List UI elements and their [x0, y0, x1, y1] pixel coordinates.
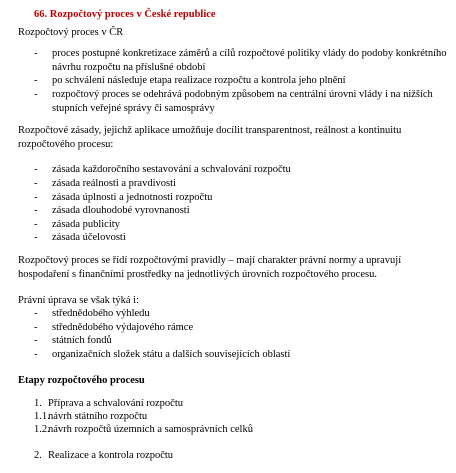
- stage-number: 2.: [34, 450, 42, 461]
- list-item-text: střednědobého výdajového rámce: [52, 322, 194, 333]
- list-item-text: střednědobého výhledu: [52, 308, 150, 319]
- principles-paragraph: Rozpočtové zásady, jejichž aplikace umožňuje docílit transparentnost, reálnost a kontinuitu rozpočtového procesu:: [18, 125, 402, 150]
- list-item-text: zásada účelovosti: [52, 232, 126, 243]
- list-item-text: zásada každoročního sestavování a schvalování rozpočtu: [52, 164, 291, 175]
- dash-bullet: -: [34, 89, 38, 100]
- stage-number: 1.2.: [34, 424, 50, 435]
- stage-label: Příprava a schvalování rozpočtu: [48, 398, 183, 409]
- list-item-text: zásada publicity: [52, 219, 120, 230]
- list-item-text: rozpočtový proces se odehrává podobným způsobem na centrální úrovni vlády i na nižších stupních veřejné správy či samosprávy: [52, 89, 433, 114]
- dash-bullet: -: [34, 219, 38, 230]
- stage-number: 1.: [34, 398, 42, 409]
- list-item-text: zásada úplnosti a jednotnosti rozpočtu: [52, 192, 213, 203]
- legal-paragraph: Právní úprava se však týká i:: [18, 295, 140, 306]
- dash-bullet: -: [34, 232, 38, 243]
- dash-bullet: -: [34, 335, 38, 346]
- list-item-text: po schválení následuje etapa realizace rozpočtu a kontrola jeho plnění: [52, 75, 346, 86]
- list-item-text: organizačních složek státu a dalších souvisejících oblastí: [52, 349, 291, 360]
- intro-line: Rozpočtový proces v ČR: [18, 27, 124, 38]
- dash-bullet: -: [34, 75, 38, 86]
- dash-bullet: -: [34, 205, 38, 216]
- list-item-text: zásada reálnosti a pravdivosti: [52, 178, 176, 189]
- stage-label: Realizace a kontrola rozpočtu: [48, 450, 174, 461]
- stages-heading: Etapy rozpočtového procesu: [18, 375, 145, 386]
- list-item-text: proces postupné konkretizace záměrů a cílů rozpočtové politiky vlády do podoby konkrétního návrhu rozpočtu na příslušné období: [52, 48, 447, 73]
- stage-label: návrh rozpočtů územních a samosprávních celků: [48, 424, 253, 435]
- dash-bullet: -: [34, 192, 38, 203]
- rules-paragraph: Rozpočtový proces se řídí rozpočtovými pravidly – mají charakter právní normy a upravují hospodaření s finančními prostředky na jednotlivých úrovních rozpočtového procesu.: [18, 255, 402, 280]
- dash-bullet: -: [34, 322, 38, 333]
- stage-number: 1.1.: [34, 411, 50, 422]
- list-item-text: zásada dlouhodobé vyrovnanosti: [52, 205, 190, 216]
- document-title: 66. Rozpočtový proces v České republice: [34, 9, 216, 20]
- stage-label: návrh státního rozpočtu: [48, 411, 148, 422]
- dash-bullet: -: [34, 164, 38, 175]
- dash-bullet: -: [34, 48, 38, 59]
- dash-bullet: -: [34, 178, 38, 189]
- dash-bullet: -: [34, 349, 38, 360]
- list-item-text: státních fondů: [52, 335, 112, 346]
- dash-bullet: -: [34, 308, 38, 319]
